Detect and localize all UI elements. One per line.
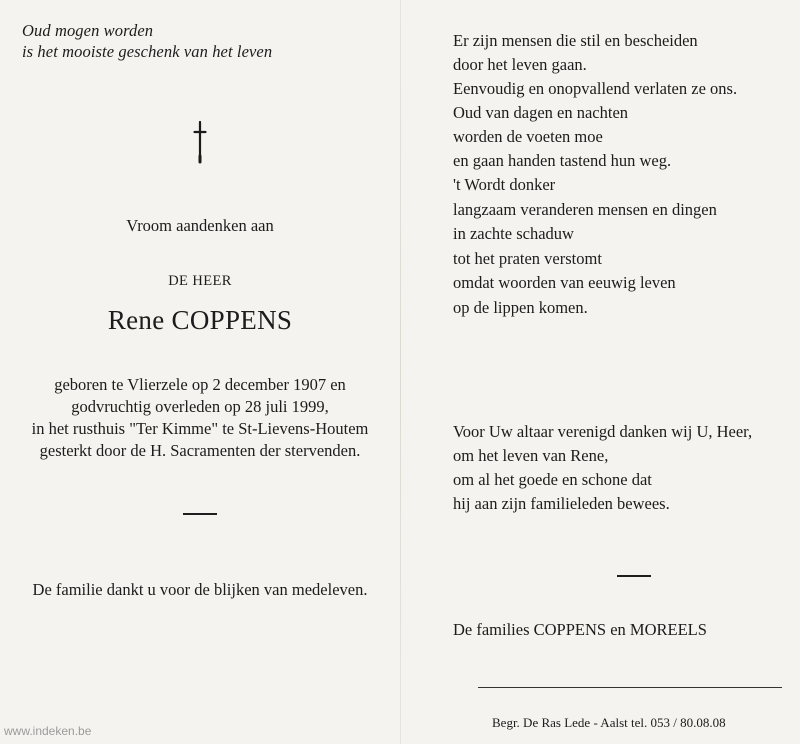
footer-rule bbox=[478, 687, 782, 688]
thanks-text: De familie dankt u voor de blijken van medeleven. bbox=[32, 580, 368, 599]
details-line-1: geboren te Vlierzele op 2 december 1907 en bbox=[54, 375, 346, 394]
left-separator bbox=[183, 513, 217, 515]
watermark: www.indeken.be bbox=[4, 724, 92, 738]
poem-line: Eenvoudig en onopvallend verlaten ze ons. bbox=[453, 79, 738, 98]
families-text: De families COPPENS en MOREELS bbox=[453, 620, 707, 639]
prayer-line: hij aan zijn familieleden bewees. bbox=[453, 494, 670, 513]
poem-line: Er zijn mensen die stil en bescheiden bbox=[453, 31, 698, 50]
latin-cross-icon bbox=[190, 120, 210, 164]
poem-line: en gaan handen tastend hun weg. bbox=[453, 151, 672, 170]
poem-line: worden de voeten moe bbox=[453, 127, 603, 146]
intro-text: Vroom aandenken aan bbox=[126, 216, 274, 235]
poem-line: tot het praten verstomt bbox=[453, 249, 602, 268]
deceased-name: Rene COPPENS bbox=[107, 305, 293, 335]
poem-line: langzaam veranderen mensen en dingen bbox=[453, 200, 717, 219]
details-line-2: godvruchtig overleden op 28 juli 1999, bbox=[71, 397, 329, 416]
card-fold bbox=[400, 0, 401, 744]
honorific: DE HEER bbox=[168, 273, 232, 289]
poem-line: omdat woorden van eeuwig leven bbox=[453, 273, 676, 292]
prayer-line: Voor Uw altaar verenigd danken wij U, Heer, bbox=[453, 422, 753, 441]
prayer-line: om het leven van Rene, bbox=[453, 446, 609, 465]
details-line-3: in het rusthuis "Ter Kimme" te St-Lievens-Houtem bbox=[31, 419, 369, 438]
motto-line-2: is het mooiste geschenk van het leven bbox=[22, 42, 273, 61]
poem-line: op de lippen komen. bbox=[453, 298, 588, 317]
poem-line: in zachte schaduw bbox=[453, 224, 574, 243]
prayer-line: om al het goede en schone dat bbox=[453, 470, 652, 489]
poem-line: door het leven gaan. bbox=[453, 55, 587, 74]
printer-credit: Begr. De Ras Lede - Aalst tel. 053 / 80.08.08 bbox=[492, 715, 726, 730]
right-separator bbox=[617, 575, 651, 577]
details-line-4: gesterkt door de H. Sacramenten der stervenden. bbox=[39, 441, 361, 460]
motto-line-1: Oud mogen worden bbox=[22, 21, 154, 40]
poem-line: 't Wordt donker bbox=[453, 175, 556, 194]
poem-line: Oud van dagen en nachten bbox=[453, 103, 629, 122]
